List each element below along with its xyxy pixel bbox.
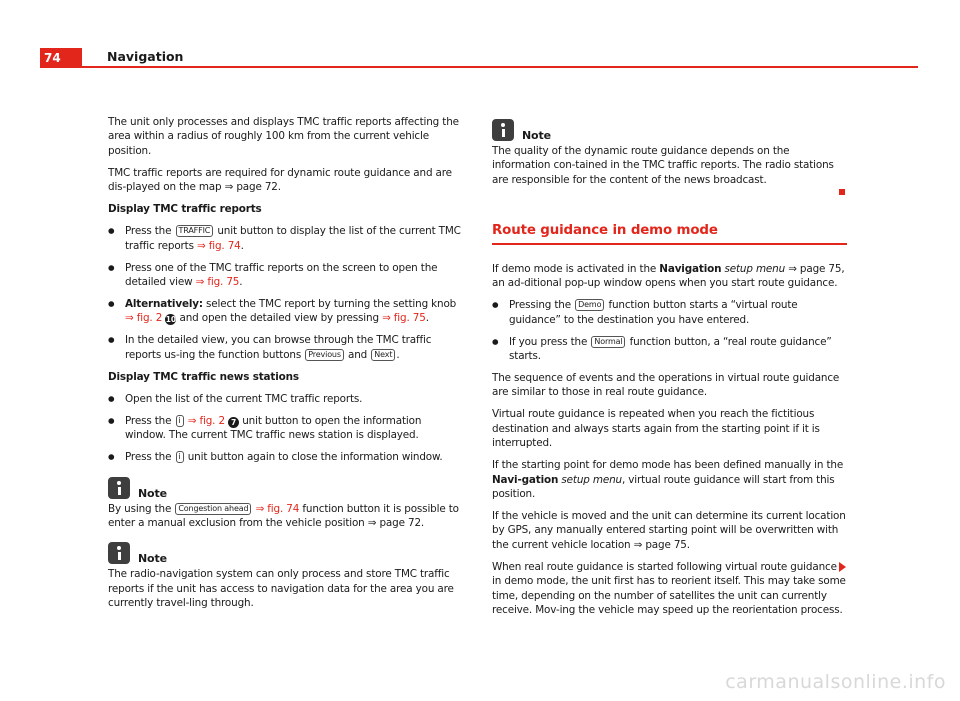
info-note-icon [108, 477, 130, 499]
note-text: By using the Congestion ahead ⇒ fig. 74 function button it is possible to enter a manual exclusion from the vehicle position ⇒ page 72. [108, 502, 459, 530]
watermark: carmanualsonline.info [725, 671, 946, 693]
paragraph: The unit only processes and displays TMC traffic reports affecting the area within a radius of roughly 100 km from the current vehicle position. [108, 116, 459, 157]
previous-key: Previous [305, 349, 344, 361]
note-header [108, 477, 464, 499]
info-key: i [176, 415, 184, 427]
normal-key: Normal [591, 336, 625, 348]
subheading: Display TMC traffic reports [108, 203, 262, 216]
paragraph: If demo mode is activated in the Navigation setup menu ⇒ page 75, an ad-ditional pop-up window opens when you start route guidance. [492, 262, 845, 290]
note-header [108, 542, 464, 564]
list-item: ● Press the i ⇒ fig. 2 7 unit button to open the information window. The current TMC traffic news station is displayed. [108, 414, 464, 443]
continue-arrow-icon [839, 562, 846, 572]
demo-key: Demo [575, 299, 604, 311]
paragraph: When real route guidance is started following virtual route guidance in demo mode, the unit first has to reorient itself. This may take some time, depending on the number of satellites the unit can currently receive. Mov-ing the vehicle may speed up the reorientation process. [492, 560, 846, 617]
section-title: Route guidance in demo mode [492, 223, 847, 245]
subheading: Display TMC traffic news stations [108, 370, 299, 383]
header-divider [40, 66, 918, 68]
list-item: ● Press the i unit button again to close the information window. [108, 450, 464, 464]
figure-link[interactable]: ⇒ fig. 75 [195, 276, 240, 289]
page-header-title: Navigation [107, 49, 184, 64]
paragraph: TMC traffic reports are required for dynamic route guidance and are dis-played on the map ⇒ page 72. [108, 166, 452, 194]
paragraph: If the starting point for demo mode has been defined manually in the Navi-gation setup menu, virtual route guidance will start from this position. [492, 459, 844, 501]
list-item: ● In the detailed view, you can browse through the TMC traffic reports us-ing the function buttons Previous and Next . [108, 333, 464, 362]
list-item: ● Press one of the TMC traffic reports on the screen to open the detailed view ⇒ fig. 75. [108, 261, 464, 290]
note-text: The quality of the dynamic route guidance depends on the information con-tained in the TMC traffic reports. The radio stations are responsible for the content of the news broadcast. [492, 145, 834, 186]
info-note-icon [108, 542, 130, 564]
list-item: ● Pressing the Demo function button starts a “virtual route guidance” to the destination you have entered. [492, 298, 847, 327]
note-label: Note [138, 486, 167, 500]
figure-link[interactable]: ⇒ fig. 74 [197, 239, 241, 252]
figure-link[interactable]: ⇒ fig. 75 [382, 312, 426, 325]
page-number: 74 [40, 48, 82, 68]
note-text: The radio-navigation system can only process and store TMC traffic reports if the unit has access to navigation data for the area you are currently travel-ling through. [108, 568, 454, 610]
callout-number: 7 [228, 417, 239, 428]
list-item: ● Open the list of the current TMC traffic reports. [108, 392, 464, 406]
traffic-key: TRAFFIC [176, 225, 214, 237]
note-label: Note [138, 552, 167, 566]
paragraph: The sequence of events and the operations in virtual route guidance are similar to those in real route guidance. [492, 372, 840, 399]
paragraph: Virtual route guidance is repeated when you reach the fictitious destination and always starts again from the starting point if it is interrupted. [492, 408, 820, 450]
note-header [492, 119, 847, 141]
note-label: Note [522, 129, 551, 142]
info-note-icon [492, 119, 514, 141]
left-column [108, 115, 464, 618]
section-end-square-icon [839, 189, 845, 195]
callout-number: 10 [165, 315, 176, 325]
figure-link[interactable]: ⇒ fig. 2 [187, 414, 225, 427]
next-key: Next [371, 349, 395, 361]
info-key: i [176, 451, 184, 463]
list-item: ● Press the TRAFFIC unit button to display the list of the current TMC traffic reports ⇒ fig. 74. [108, 224, 464, 253]
figure-link[interactable]: ⇒ fig. 2 [125, 312, 163, 325]
figure-link[interactable]: ⇒ fig. 74 [255, 502, 300, 515]
list-item: ● Alternatively: select the TMC report by turning the setting knob ⇒ fig. 2 10 and open the detailed view by pressing ⇒ fig. 75. [108, 297, 464, 326]
congestion-ahead-key: Congestion ahead [175, 503, 251, 515]
right-column [492, 119, 847, 625]
paragraph: If the vehicle is moved and the unit can determine its current location by GPS, any manually entered starting point will be overwritten with the current vehicle location ⇒ page 75. [492, 510, 846, 551]
list-item: ● If you press the Normal function button, a “real route guidance” starts. [492, 335, 847, 364]
